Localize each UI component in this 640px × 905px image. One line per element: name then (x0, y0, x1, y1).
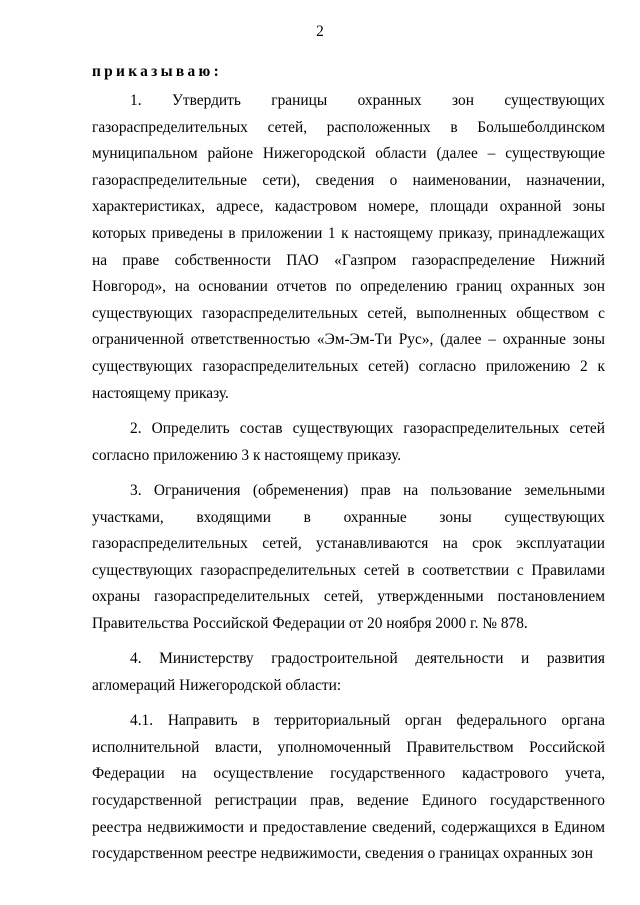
document-body (92, 80, 605, 868)
paragraph-4: 4. Министерству градостроительной деятельности и развития агломераций Нижегородской области: (92, 650, 605, 694)
paragraph-3: 3. Ограничения (обременения) прав на пользование земельными участками, входящими в охранные зоны существующих газораспределительных сетей, устанавливаются на срок эксплуатации существующих газораспределительных сетей в соответствии с Правилами охраны газораспределительных сетей, утвержденными постановлением Правительства Российской Федерации от 20 ноября 2000 г. № 878. (92, 481, 605, 632)
paragraph-4-1: 4.1. Направить в территориальный орган федерального органа исполнительной власти, уполномоченный Правительством Российской Федерации на осуществление государственного кадастрового учета, государственной регистрации прав, ведение Единого государственного реестра недвижимости и предоставление сведений, содержащихся в Едином государственном реестре недвижимости, сведения о границах охранных зон (92, 712, 605, 863)
paragraph-2: 2. Определить состав существующих газораспределительных сетей согласно приложению 3 к настоящему приказу. (92, 419, 605, 464)
order-heading: приказываю: (92, 63, 223, 80)
paragraph-1: 1. Утвердить границы охранных зон существующих газораспределительных сетей, расположенных в Большеболдинском муниципальном районе Нижегородской области (далее – существующие газораспределительные сети), сведения о наименовании, назначении, характеристиках, адресе, кадастровом номере, площади охранной зоны которых приведены в приложении 1 к настоящему приказу, принадлежащих на праве собственности ПАО «Газпром газораспределение Нижний Новгород», на основании отчетов по определению границ охранных зон существующих газораспределительных сетей, выполненных обществом с ограниченной ответственностью «Эм-Эм-Ти Рус», (далее – охранные зоны существующих газораспределительных сетей) согласно приложению 2 к настоящему приказу. (92, 92, 605, 402)
page-number: 2 (316, 23, 324, 40)
